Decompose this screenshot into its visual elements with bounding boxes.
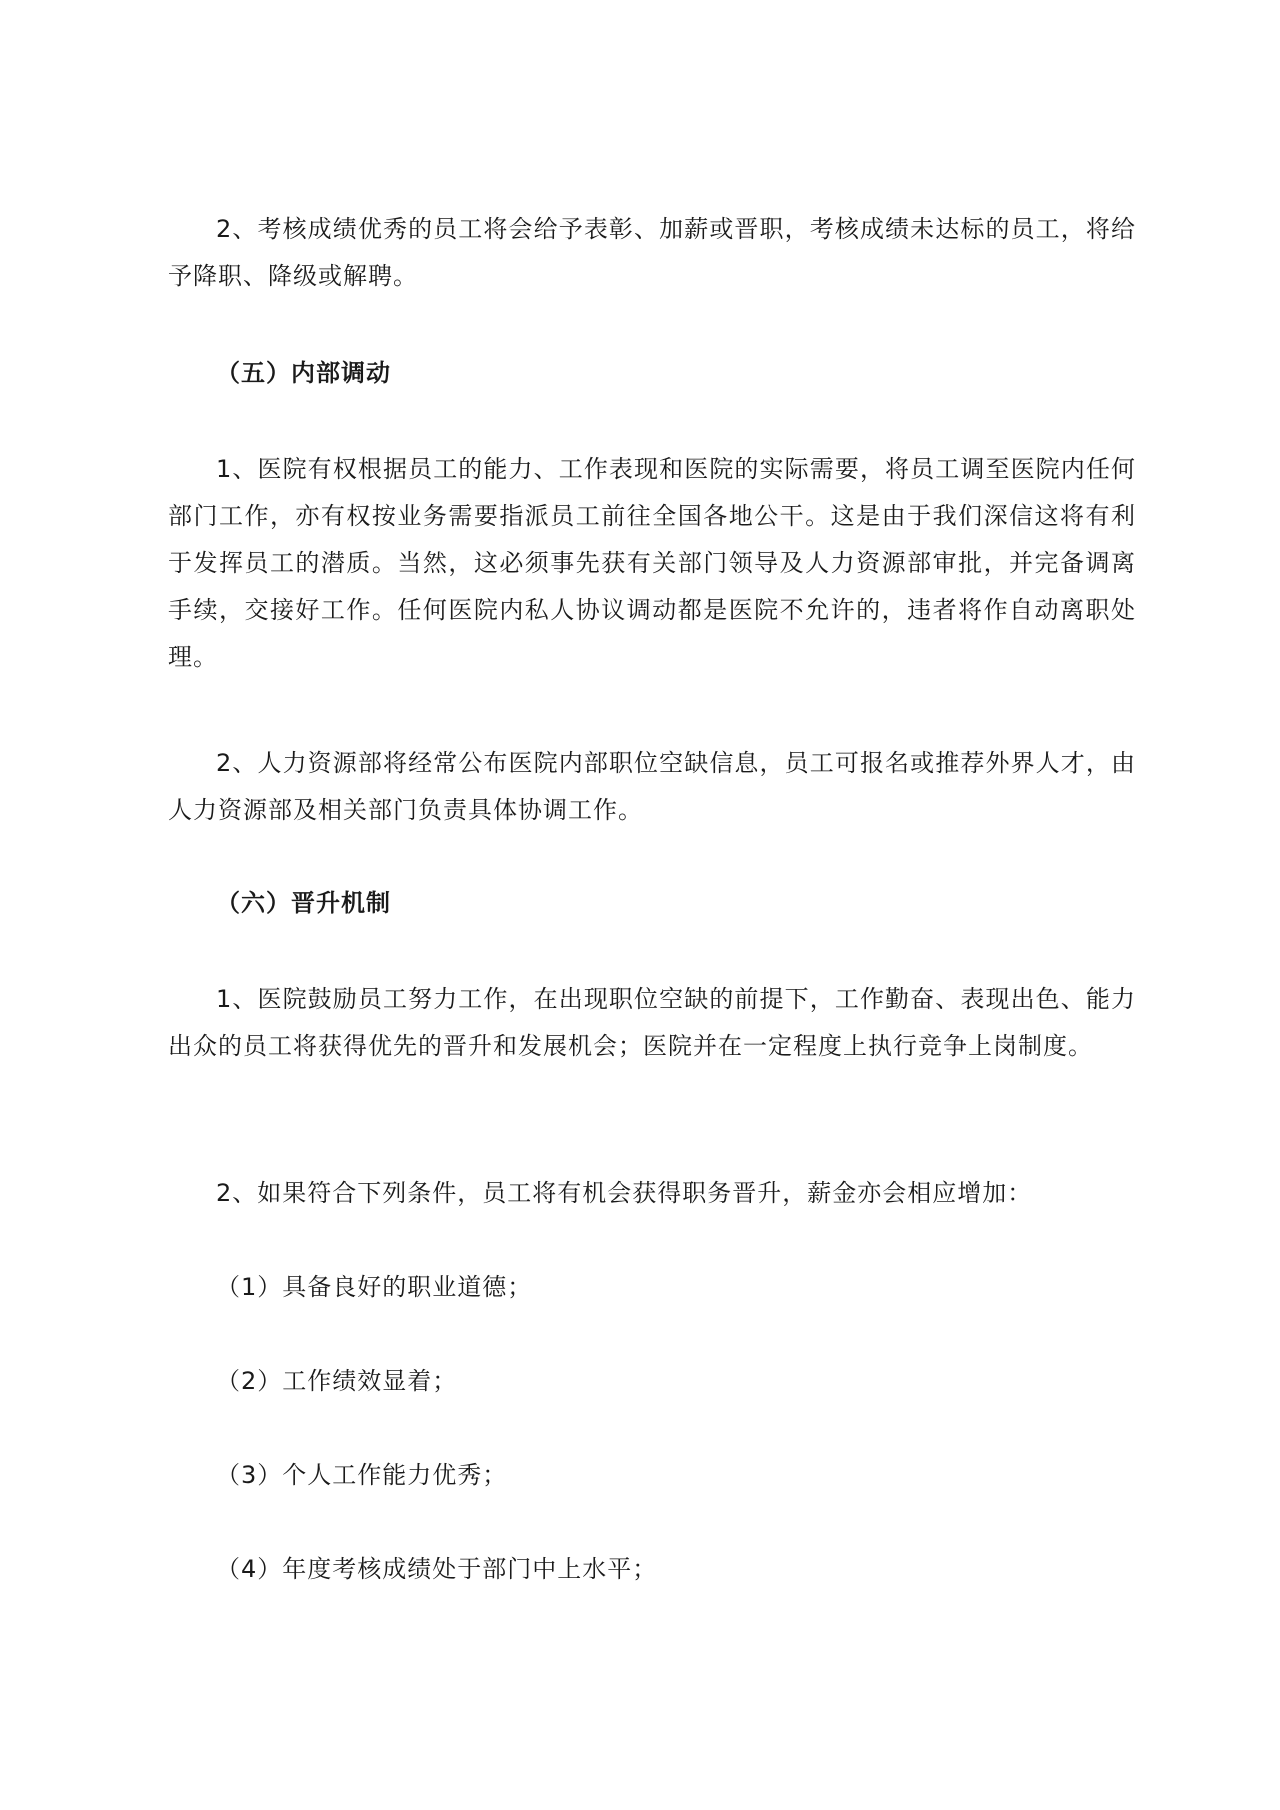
section-heading-internal-transfer: （五）内部调动 — [216, 359, 391, 387]
section-heading-promotion: （六）晋升机制 — [216, 889, 391, 917]
paragraph-promotion-1: 1、医院鼓励员工努力工作，在出现职位空缺的前提下，工作勤奋、表现出色、能力出众的员工将获得优先的晋升和发展机会；医院并在一定程度上执行竞争上岗制度。 — [168, 985, 1136, 1060]
paragraph-assessment-2: 2、考核成绩优秀的员工将会给予表彰、加薪或晋职，考核成绩未达标的员工，将给予降职、降级或解聘。 — [168, 215, 1136, 290]
paragraph-promotion-2: 2、如果符合下列条件，员工将有机会获得职务晋升，薪金亦会相应增加： — [216, 1179, 1033, 1207]
paragraph-transfer-1: 1、医院有权根据员工的能力、工作表现和医院的实际需要，将员工调至医院内任何部门工作，亦有权按业务需要指派员工前往全国各地公干。这是由于我们深信这将有利于发挥员工的潜质。当然，这必须事先获有关部门领导及人力资源部审批，并完备调离手续，交接好工作。任何医院内私人协议调动都是医院不允许的，违者将作自动离职处理。 — [168, 455, 1136, 671]
condition-item-1: （1）具备良好的职业道德； — [216, 1273, 533, 1301]
paragraph-transfer-2: 2、人力资源部将经常公布医院内部职位空缺信息，员工可报名或推荐外界人才，由人力资源部及相关部门负责具体协调工作。 — [168, 749, 1136, 824]
condition-item-4: （4）年度考核成绩处于部门中上水平； — [216, 1555, 658, 1583]
condition-item-3: （3）个人工作能力优秀； — [216, 1461, 508, 1489]
condition-item-2: （2）工作绩效显着； — [216, 1367, 458, 1395]
